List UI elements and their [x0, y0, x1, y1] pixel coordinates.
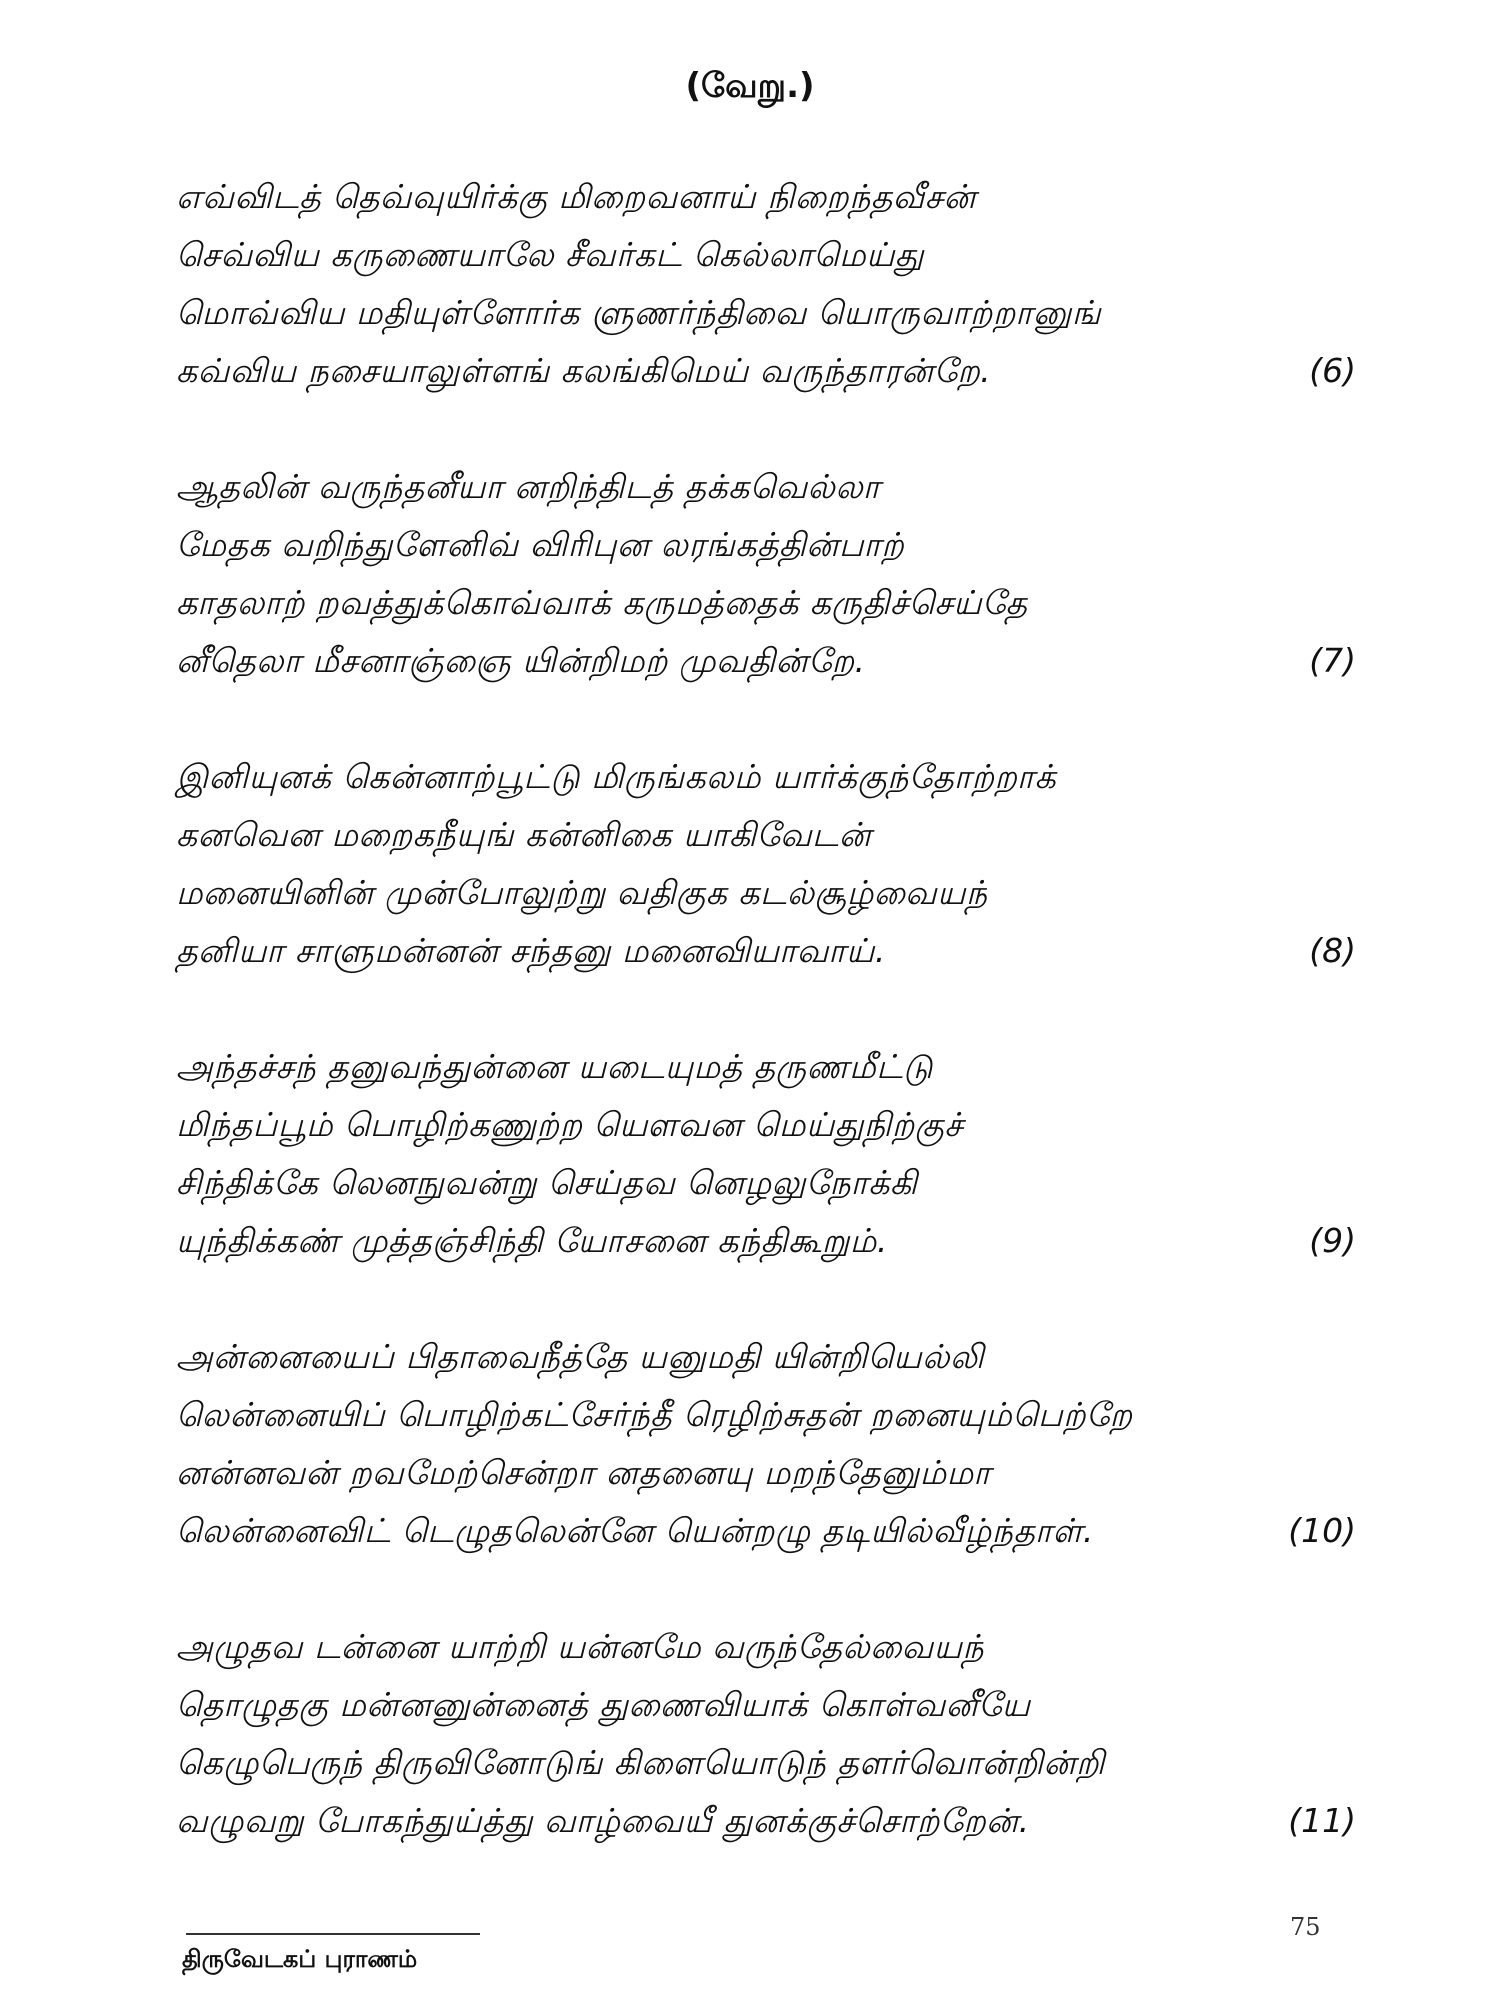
stanza-line: அன்னையைப் பிதாவைநீத்தே யனுமதி யின்றியெல்லி [176, 1337, 985, 1376]
stanza-8 [176, 748, 1356, 980]
verse-number: (6) [1309, 351, 1356, 390]
stanza-line: கவ்விய நசையாலுள்ளங் கலங்கிமெய் வருந்தாரன்றே. [176, 351, 992, 390]
stanza-line: அழுதவ டன்னை யாற்றி யன்னமே வருந்தேல்வையந் [176, 1627, 985, 1666]
verse-number: (7) [1309, 641, 1356, 680]
stanza-line: அந்தச்சந் தனுவந்துன்னை யடையுமத் தருணமீட்டு [176, 1047, 933, 1086]
stanza-line: இனியுனக் கென்னாற்பூட்டு மிருங்கலம் யார்க்குந்தோற்றாக் [176, 757, 1057, 796]
stanza-line: லென்னைவிட் டெழுதலென்னே யென்றழு தடியில்வீழ்ந்தாள். [176, 1511, 1094, 1550]
footer-book-title: திருவேடகப் புராணம் [182, 1945, 418, 1973]
stanza-line: மேதக வறிந்துளேனிவ் விரிபுன லரங்கத்தின்பாற் [176, 525, 905, 564]
stanza-line: லென்னையிப் பொழிற்கட்சேர்ந்தீ ரெழிற்சுதன் றனையும்பெற்றே [176, 1395, 1133, 1434]
stanza-line: எவ்விடத் தெவ்வுயிர்க்கு மிறைவனாய் நிறைந்தவீசன் [176, 177, 977, 216]
stanza-line: மனையினின் முன்போலுற்று வதிகுக கடல்சூழ்வையந் [176, 873, 988, 912]
section-title: (வேறு.) [685, 66, 815, 106]
stanza-6 [176, 168, 1356, 400]
page-number: 75 [1290, 1913, 1321, 1941]
verse-number: (8) [1309, 931, 1356, 970]
stanza-10 [176, 1328, 1356, 1560]
stanza-line: தனியா சாளுமன்னன் சந்தனு மனைவியாவாய். [176, 931, 886, 970]
stanza-line: செவ்விய கருணையாலே சீவர்கட் கெல்லாமெய்து [176, 235, 925, 274]
stanza-line: சிந்திக்கே லெனநுவன்று செய்தவ னெழலுநோக்கி [176, 1163, 918, 1202]
stanza-11 [176, 1618, 1356, 1850]
stanza-9 [176, 1038, 1356, 1270]
verse-number: (10) [1288, 1511, 1356, 1550]
stanza-7 [176, 458, 1356, 690]
stanza-line: வழுவறு போகந்துய்த்து வாழ்வையீ துனக்குச்சொற்றேன். [176, 1801, 1030, 1840]
stanza-line: யுந்திக்கண் முத்தஞ்சிந்தி யோசனை கந்திகூறும். [176, 1221, 888, 1260]
stanza-line: காதலாற் றவத்துக்கொவ்வாக் கருமத்தைக் கருதிச்செய்தே [176, 583, 1028, 622]
stanza-line: மொவ்விய மதியுள்ளோர்க ளுணர்ந்திவை யொருவாற்றானுங் [176, 293, 1102, 332]
stanza-line: கெழுபெருந் திருவினோடுங் கிளையொடுந் தளர்வொன்றின்றி [176, 1743, 1105, 1782]
stanza-line: னீதெலா மீசனாஞ்ஞை யின்றிமற் முவதின்றே. [176, 641, 866, 680]
stanza-line: மிந்தப்பூம் பொழிற்கணுற்ற யௌவன மெய்துநிற்குச் [176, 1105, 964, 1144]
verse-number: (9) [1309, 1221, 1356, 1260]
footer-divider [186, 1933, 480, 1935]
stanza-line: தொழுதகு மன்னனுன்னைத் துணைவியாக் கொள்வனீயே [176, 1685, 1031, 1724]
verse-number: (11) [1288, 1801, 1356, 1840]
stanza-line: ஆதலின் வருந்தனீயா னறிந்திடத் தக்கவெல்லா [176, 467, 881, 506]
stanza-line: னன்னவன் றவமேற்சென்றா னதனையு மறந்தேனும்மா [176, 1453, 991, 1492]
stanza-line: கனவென மறைகநீயுங் கன்னிகை யாகிவேடன் [176, 815, 872, 854]
